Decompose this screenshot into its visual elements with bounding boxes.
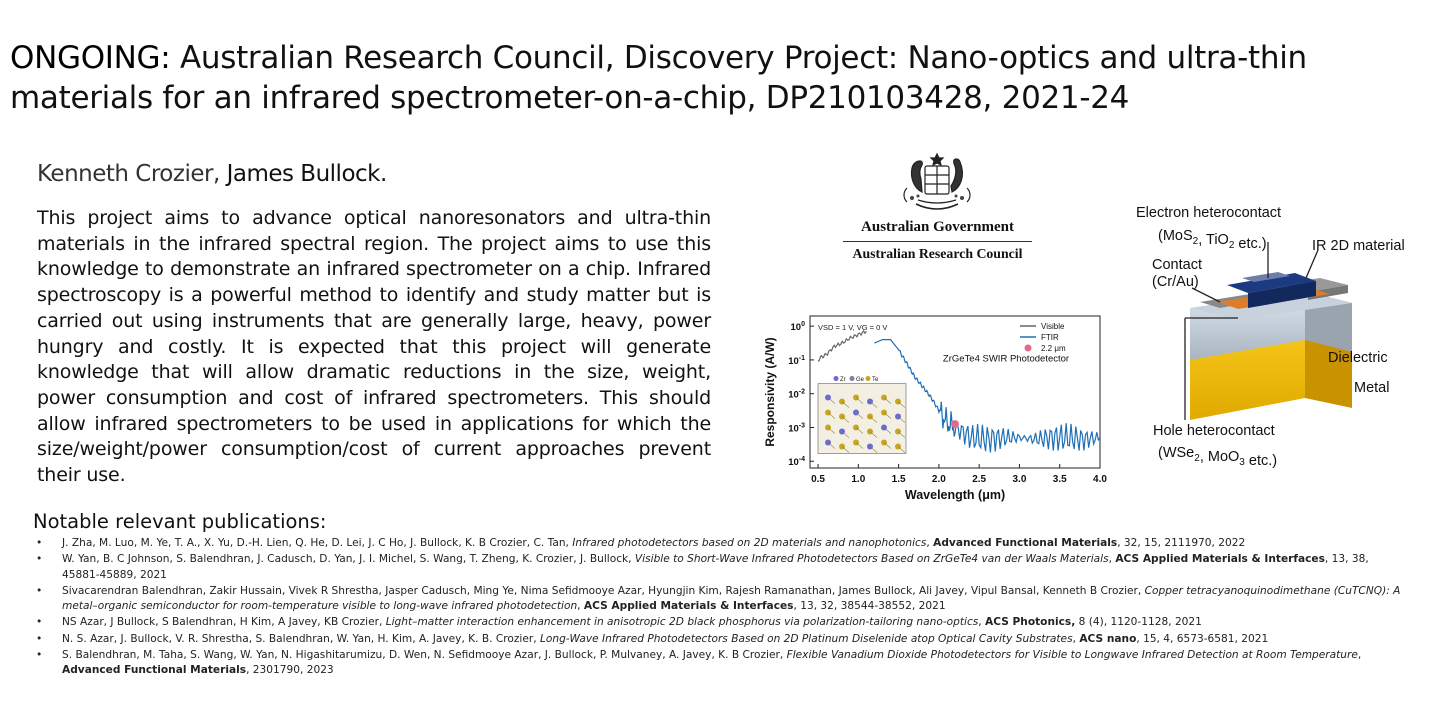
x-tick-label: 3.5 xyxy=(1052,474,1067,485)
publication-item xyxy=(36,552,1408,583)
publication-separator: , xyxy=(577,600,584,613)
publication-item xyxy=(36,615,1408,630)
publication-separator: , xyxy=(978,616,986,629)
inset-legend-label: Ge xyxy=(856,377,865,384)
legend-swatch xyxy=(1025,345,1032,352)
author-2: James Bullock. xyxy=(226,161,387,187)
dielectric-label: Dielectric xyxy=(1328,350,1388,366)
publication-authors: J. Zha, M. Luo, M. Ye, T. A., X. Yu, D.-H. Lien, Q. He, D. Lei, J. C Ho, J. Bullock, K. B Crozier, C. Tan, xyxy=(62,537,573,549)
series-point-2-2um xyxy=(951,420,959,428)
title-text: Australian Research Council, Discovery Project: Nano-optics and ultra-thin materials for an infrared spectrometer-on-a-chip, DP210103428, 2021-24 xyxy=(10,40,1307,116)
inset-legend-label: Zr xyxy=(840,377,846,384)
publication-details: 8 (4), 1120-1128, 2021 xyxy=(1075,616,1202,629)
x-tick-label: 2.0 xyxy=(931,474,946,485)
publication-item xyxy=(36,632,1408,647)
publication-journal: ACS Photonics, xyxy=(985,616,1076,629)
y-tick-label: $10^0$ xyxy=(790,321,805,334)
x-tick-label: 1.5 xyxy=(891,474,906,485)
publication-separator: , xyxy=(926,537,934,549)
publication-item xyxy=(36,536,1408,551)
chart-annotation: VSD = 1 V, VG = 0 V xyxy=(818,323,888,332)
hole-materials-label: (WSe$_2$, MoO$_3$ etc.) xyxy=(1158,445,1278,468)
y-axis-label: Responsivity (A/W) xyxy=(763,337,777,447)
x-tick-label: 1.0 xyxy=(851,474,866,485)
y-tick-label: $10^{-2}$ xyxy=(788,388,805,401)
publication-details: , 2301790, 2023 xyxy=(246,664,334,677)
publication-journal: Advanced Functional Materials xyxy=(933,537,1118,549)
publication-journal: ACS Applied Materials & Interfaces xyxy=(583,600,794,613)
publication-details: , 13, 32, 38544-38552, 2021 xyxy=(793,600,946,613)
publication-authors: N. S. Azar, J. Bullock, V. R. Shrestha, S. Balendhran, W. Yan, H. Kim, A. Javey, K. B. Crozier, xyxy=(62,632,540,645)
chart-title: ZrGeTe4 SWIR Photodetector xyxy=(942,353,1070,365)
publication-item xyxy=(36,584,1408,615)
publication-separator: , xyxy=(1108,553,1116,566)
legend-label: FTIR xyxy=(1041,333,1059,342)
council-name: Australian Research Council xyxy=(852,246,1023,261)
publication-journal: Advanced Functional Materials xyxy=(62,664,247,677)
australian-government-logo xyxy=(840,148,1035,268)
publication-title: Long-Wave Infrared Photodetectors Based on 2D Platinum Diselenide atop Optical Cavity Substrates xyxy=(539,632,1073,645)
x-tick-label: 0.5 xyxy=(811,474,826,485)
electron-materials-label: (MoS$_2$, TiO$_2$ etc.) xyxy=(1158,228,1267,252)
project-authors xyxy=(37,161,387,187)
publication-item xyxy=(36,648,1408,679)
legend-label: Visible xyxy=(1041,322,1065,331)
metal-label: Metal xyxy=(1354,380,1390,396)
y-tick-label: $10^{-1}$ xyxy=(788,354,805,367)
publication-authors: Sivacarendran Balendhran, Zakir Hussain, Vivek R Shrestha, Jasper Cadusch, Ming Ye, Nima Sefidmooye Azar, Hyungjin Kim, Rajesh Ramanathan, James Bullock, Ali Javey, Vipul Bansal, Kenneth B Crozier, xyxy=(62,584,1145,597)
contact-material-label: (Cr/Au) xyxy=(1152,274,1199,290)
contact-label: Contact xyxy=(1152,257,1202,273)
publication-authors: S. Balendhran, M. Taha, S. Wang, W. Yan, N. Higashitarumizu, D. Wen, N. Sefidmooye Azar, J. Bullock, P. Mulvaney, A. Javey, K. B Crozier, xyxy=(62,649,787,662)
inset-legend-dot xyxy=(866,376,871,381)
x-axis-label: Wavelength (μm) xyxy=(904,488,1006,502)
project-abstract: This project aims to advance optical nanoresonators and ultra-thin materials in the infrared spectral region. The project aims to use this knowledge to demonstrate an infrared spectrometer on a chip. Infrared spectroscopy is a powerful method to identify and study matter but is carried out using instruments that are generally large, heavy, power hungry and costly. It is expected that this project will generate knowledge that will allow dramatic reductions in the size, weight, power consumption and cost of infrared spectrometers. This should allow infrared spectrometers to be used in applications for which the size/weight/power consumption/cost of current approaches prevent their use. xyxy=(37,207,711,487)
publication-details: , 15, 4, 6573-6581, 2021 xyxy=(1136,632,1269,645)
logo-divider xyxy=(843,241,1032,242)
slide-title xyxy=(10,38,1430,118)
publication-details: , 13, 38, 45881-45889, 2021 xyxy=(62,553,1369,581)
ir-2d-material-label: IR 2D material xyxy=(1312,238,1405,254)
publication-authors: W. Yan, B. C Johnson, S. Balendhran, J. Cadusch, D. Yan, J. I. Michel, S. Wang, T. Zheng, K. Crozier, J. Bullock, xyxy=(62,553,635,566)
publication-details: , 32, 15, 2111970, 2022 xyxy=(1117,537,1246,549)
publication-authors: NS Azar, J Bullock, S Balendhran, H Kim, A Javey, KB Crozier, xyxy=(62,616,386,629)
title-lead: ONGOING: xyxy=(10,40,171,76)
x-tick-label: 3.0 xyxy=(1012,474,1027,485)
electron-heterocontact-label: Electron heterocontact xyxy=(1136,205,1282,221)
legend-label: 2.2 μm xyxy=(1041,344,1066,353)
x-tick-label: 4.0 xyxy=(1093,474,1107,485)
y-tick-label: $10^{-3}$ xyxy=(788,422,805,435)
device-schematic xyxy=(1130,198,1430,468)
y-tick-label: $10^{-4}$ xyxy=(788,456,805,469)
publication-title: Visible to Short-Wave Infrared Photodetectors Based on ZrGeTe4 van der Waals Materials xyxy=(634,553,1109,566)
responsivity-chart xyxy=(760,308,1112,508)
publication-title: Flexible Vanadium Dioxide Photodetectors for Visible to Longwave Infrared Detection at Room Temperature xyxy=(786,649,1358,662)
inset-legend-dot xyxy=(834,376,839,381)
series-line-visible xyxy=(818,331,866,361)
publications-heading: Notable relevant publications: xyxy=(33,510,327,533)
author-1: Kenneth Crozier, xyxy=(37,161,227,187)
publication-title: Copper tetracyanoquinodimethane (CuTCNQ): A metal–organic semiconductor for room-temperature visible to long-wave infrared photodetection xyxy=(62,584,1401,613)
publication-separator: , xyxy=(1357,649,1362,662)
coat-of-arms-icon xyxy=(892,148,982,216)
government-name: Australian Government xyxy=(861,219,1014,235)
x-tick-label: 2.5 xyxy=(972,474,987,485)
publication-journal: ACS Applied Materials & Interfaces xyxy=(1115,553,1325,566)
inset-legend-label: Te xyxy=(872,377,879,384)
publication-separator: , xyxy=(1072,632,1080,645)
publication-title: Infrared photodetectors based on 2D materials and nanophotonics xyxy=(572,537,927,549)
crystal-inset xyxy=(818,384,906,454)
publication-list xyxy=(36,536,1408,680)
publication-journal: ACS nano xyxy=(1079,632,1137,645)
hole-heterocontact-label: Hole heterocontact xyxy=(1153,423,1275,439)
inset-legend-dot xyxy=(850,376,855,381)
publication-title: Light–matter interaction enhancement in anisotropic 2D black phosphorus via polarization-tailoring nano-optics xyxy=(385,616,979,629)
